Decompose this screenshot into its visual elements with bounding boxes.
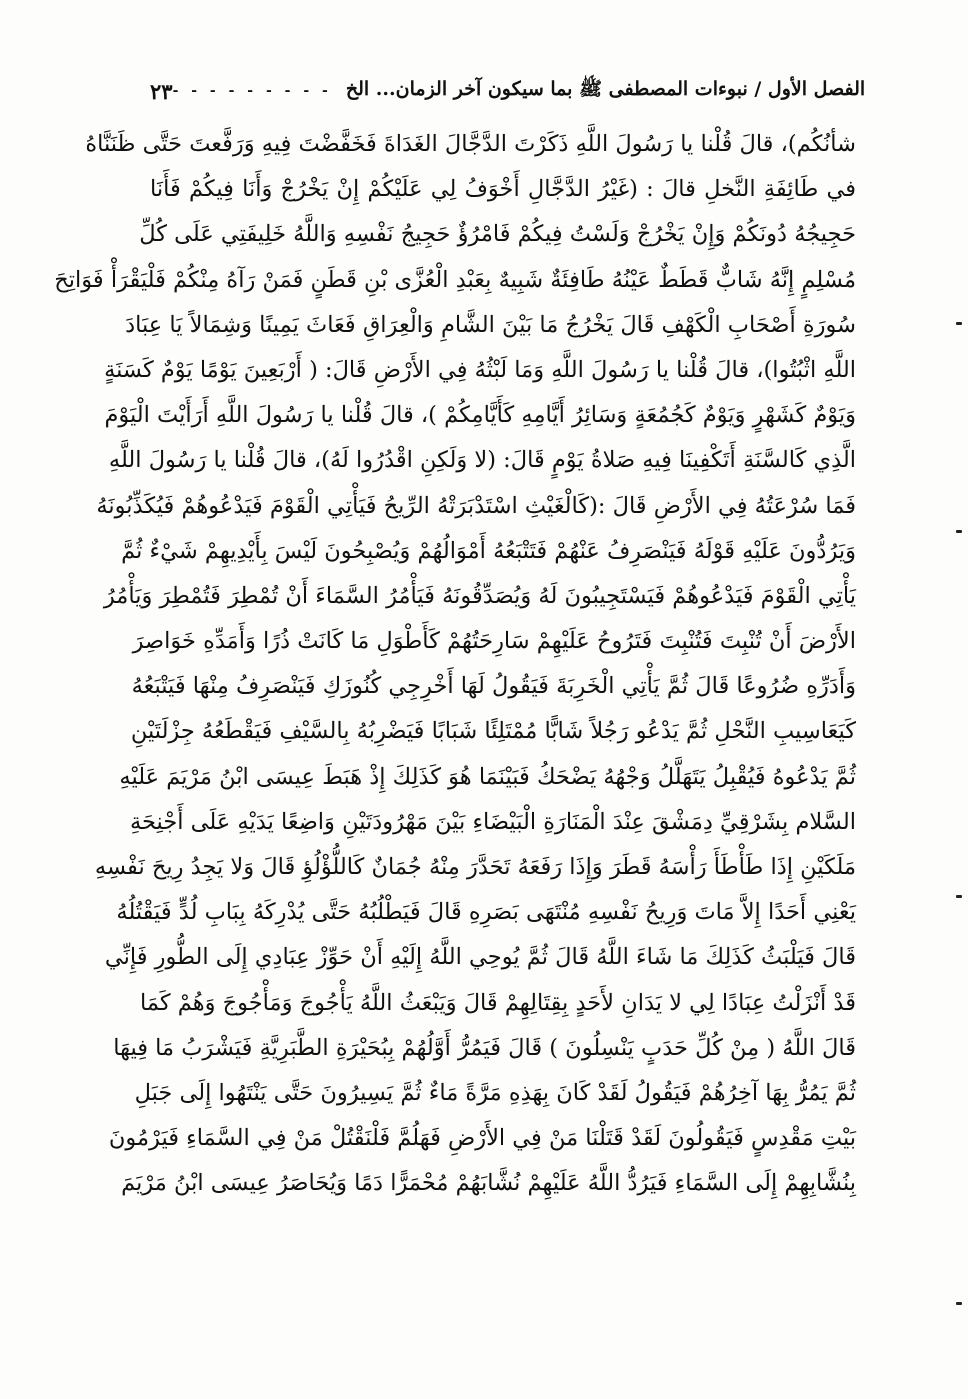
text-line: شأنُكُم)، قالَ قُلْنا يا رَسُولَ اللَّهِ ذَكَرْتَ الدَّجَّالَ الغَدَاةَ فَخَفَّضْتَ فِيهِ وَرَفَّعتَ حَتَّى ظَنَنَّاهُ [85, 131, 856, 157]
text-line: ثُمَّ يَمُرُّ بِهَا آخِرُهُمْ فَيَقُولُ لَقَدْ كَانَ بِهَذِهِ مَرَّةً مَاءٌ ثُمَّ يَسِيرُونَ حَتَّى يَنْتَهُوا إِلَى جَبَلِ [134, 1079, 856, 1106]
text-line: فَمَا سُرْعَتُهُ فِي الأَرْضِ قَالَ :(كَالْغَيْثِ اسْتَدْبَرَتْهُ الرِّيحُ فَيَأْتِي الْقَوْمَ فَيَدْعُوهُمْ فَيُكَذِّبُونَهُ [96, 492, 856, 519]
text-line: سُورَةِ أَصْحَابِ الْكَهْفِ قَالَ يَخْرُجُ مَا بَيْنَ الشَّامِ وَالْعِرَاقِ فَعَاثَ يَمِينًا وَشِمَالاً يَا عِبَادَ [125, 311, 856, 338]
text-line: السَّلام بِشَرْقِيِّ دِمَشْقَ عِنْدَ الْمَنَارَةِ الْبَيْضَاءِ بَيْنَ مَهْرُودَتَيْنِ وَاضِعًا يَدَيْهِ عَلَى أَجْنِحَةِ [129, 808, 856, 835]
text-line: بِنُشَّابِهِمْ إِلَى السَّمَاءِ فَيَرُدُّ اللَّهُ عَلَيْهِمْ نُشَّابَهُمْ مُحْمَرًّا دَمًا وَيُحَاصَرُ عِيسَى ابْنُ مَرْيَمَ [121, 1170, 856, 1197]
text-line: ثُمَّ يَدْعُوهُ فَيُقْبِلُ يَتَهَلَّلُ وَجْهُهُ يَضْحَكُ فَبَيْنَمَا هُوَ كَذَلِكَ إِذْ هَبَطَ عِيسَى ابْنُ مَرْيَمَ عَلَيْهِ [119, 763, 856, 790]
header-dash-rule: - - - - - - - - - [172, 83, 332, 99]
text-line: وَيَوْمٌ كَشَهْرٍ وَيَوْمٌ كَجُمُعَةٍ وَسَائِرُ أَيَّامِهِ كَأَيَّامِكُمْ )، قالَ قُلْنا يا رَسُولَ اللَّهِ أَرَأَيْتَ الْيَوْمَ [104, 402, 856, 429]
text-line: قَالَ اللَّهُ ( مِنْ كُلِّ حَدَبٍ يَنْسِلُونَ ) قَالَ فَيَمُرُّ أَوَّلُهُمْ بِبُحَيْرَةِ الطَّبَرِيَّةِ فَيَشْرَبُ مَا فِيهَا [113, 1034, 856, 1061]
text-line: يَأْتِي الْقَوْمَ فَيَدْعُوهُمْ فَيَسْتَجِيبُونَ لَهُ وَيُصَدِّقُونَهُ فَيَأْمُرُ السَّمَاءَ أَنْ تُمْطِرَ فَتُمْطِرَ وَيَأْمُرُ [103, 582, 856, 609]
scan-edge-mark [956, 530, 962, 533]
page-number: ٢٣ [150, 78, 173, 104]
text-line: قَالَ فَيَلْبَثُ كَذَلِكَ مَا شَاءَ اللَّهُ قَالَ ثُمَّ يُوحِي اللَّهُ إِلَيْهِ أَنْ حَوِّزْ عِبَادِي إِلَى الطُّورِ فَإِنِّي [104, 944, 856, 971]
text-line: بَيْتِ مَقْدِسٍ فَيَقُولُونَ لَقَدْ قَتَلْنَا مَنْ فِي الأَرْضِ فَهَلُمَّ فَلْنَقْتُلْ مَنْ فِي السَّمَاءِ فَيَرْمُونَ [108, 1125, 856, 1152]
scan-edge-mark [956, 322, 962, 325]
text-line: وَأَدَرِّهِ ضُرُوعًا قَالَ ثُمَّ يَأْتِي الْخَرِبَةَ فَيَقُولُ لَهَا أَخْرِجِي كُنُوزَكِ فَيَنْصَرِفُ مِنْهَا فَيَتْبَعُهُ [131, 673, 856, 700]
text-line: في طَائِفَةِ النَّخلِ قالَ : (غَيْرُ الدَّجَّالِ أَخْوَفُ لِي عَلَيْكُمْ إِنْ يَخْرُجْ وَأَنَا فِيكُمْ فَأَنَا [150, 176, 856, 203]
text-line: الَّذِي كَالسَّنَةِ أَتَكْفِينَا فِيهِ صَلاةُ يَوْمٍ قَالَ: (لا وَلَكِنِ اقْدُرُوا لَهُ)، قالَ قُلْنا يا رَسُولَ اللَّهِ [108, 447, 856, 474]
text-line: كَيَعَاسِيبِ النَّحْلِ ثُمَّ يَدْعُو رَجُلاً شَابًّا مُمْتَلِئًا شَبَابًا فَيَضْرِبُهُ بِالسَّيْفِ فَيَقْطَعُهُ جِزْلَتَيْنِ [130, 718, 856, 745]
scan-edge-mark [956, 895, 962, 898]
text-line: اللَّهِ اثْبُتُوا)، قالَ قُلْنا يا رَسُولَ اللَّهِ وَمَا لَبْثُهُ فِي الأَرْضِ قَالَ: ( أَرْبَعِينَ يَوْمًا يَوْمٌ كَسَنَةٍ [104, 356, 856, 383]
text-line: وَيَرُدُّونَ عَلَيْهِ قَوْلَهُ فَيَنْصَرِفُ عَنْهُمْ فَتَتْبَعُهُ أَمْوَالُهُمْ وَيُصْبِحُونَ لَيْسَ بِأَيْدِيهِمْ شَيْءٌ ثُمَّ [121, 537, 856, 564]
body-text [54, 122, 856, 1207]
scan-edge-mark [956, 1302, 962, 1305]
text-line: قَدْ أَنْزَلْتُ عِبَادًا لِي لا يَدَانِ لأَحَدٍ بِقِتَالِهِمْ قَالَ وَيَبْعَثُ اللَّهُ يَأْجُوجَ وَمَأْجُوجَ وَهُمْ كَمَا [140, 989, 856, 1016]
running-title: الفصل الأول / نبوءات المصطفى ﷺ بما سيكون آخر الزمان... الخ [345, 78, 866, 100]
text-line: مُسْلِمٍ إِنَّهُ شَابٌّ قَطَطٌ عَيْنُهُ طَافِئَةٌ شَبِيهٌ بِعَبْدِ الْعُزَّى بْنِ قَطَنٍ فَمَنْ رَآهُ مِنْكُمْ فَلْيَقْرَأْ فَوَاتِحَ [54, 266, 856, 293]
text-line: مَلَكَيْنِ إِذَا طَأْطَأَ رَأْسَهُ قَطَرَ وَإِذَا رَفَعَهُ تَحَدَّرَ مِنْهُ جُمَانٌ كَاللُّؤْلُؤِ قَالَ وَلا يَجِدُ رِيحَ نَفْسِهِ [94, 854, 856, 880]
page-header [150, 74, 866, 108]
text-line: يَعْنِي أَحَدًا إِلاَّ مَاتَ وَرِيحُ نَفْسِهِ مُنْتَهَى بَصَرِهِ قَالَ فَيَطْلُبُهُ حَتَّى يُدْرِكَهُ بِبَابِ لُدٍّ فَيَقْتُلُهُ [116, 899, 856, 926]
text-line: الأَرْضَ أَنْ تُنْبِتَ فَتُنْبِتَ فَتَرُوحُ عَلَيْهِمْ سَارِحَتُهُمْ كَأَطْوَلِ مَا كَانَتْ ذُرًا وَأَمَدِّهِ خَوَاصِرَ [132, 628, 856, 655]
text-line: حَجِيجُهُ دُونَكُمْ وَإِنْ يَخْرُجْ وَلَسْتُ فِيكُمْ فَامْرُؤٌ حَجِيجُ نَفْسِهِ وَاللَّهُ خَلِيفَتِي عَلَى كُلِّ [139, 221, 856, 248]
